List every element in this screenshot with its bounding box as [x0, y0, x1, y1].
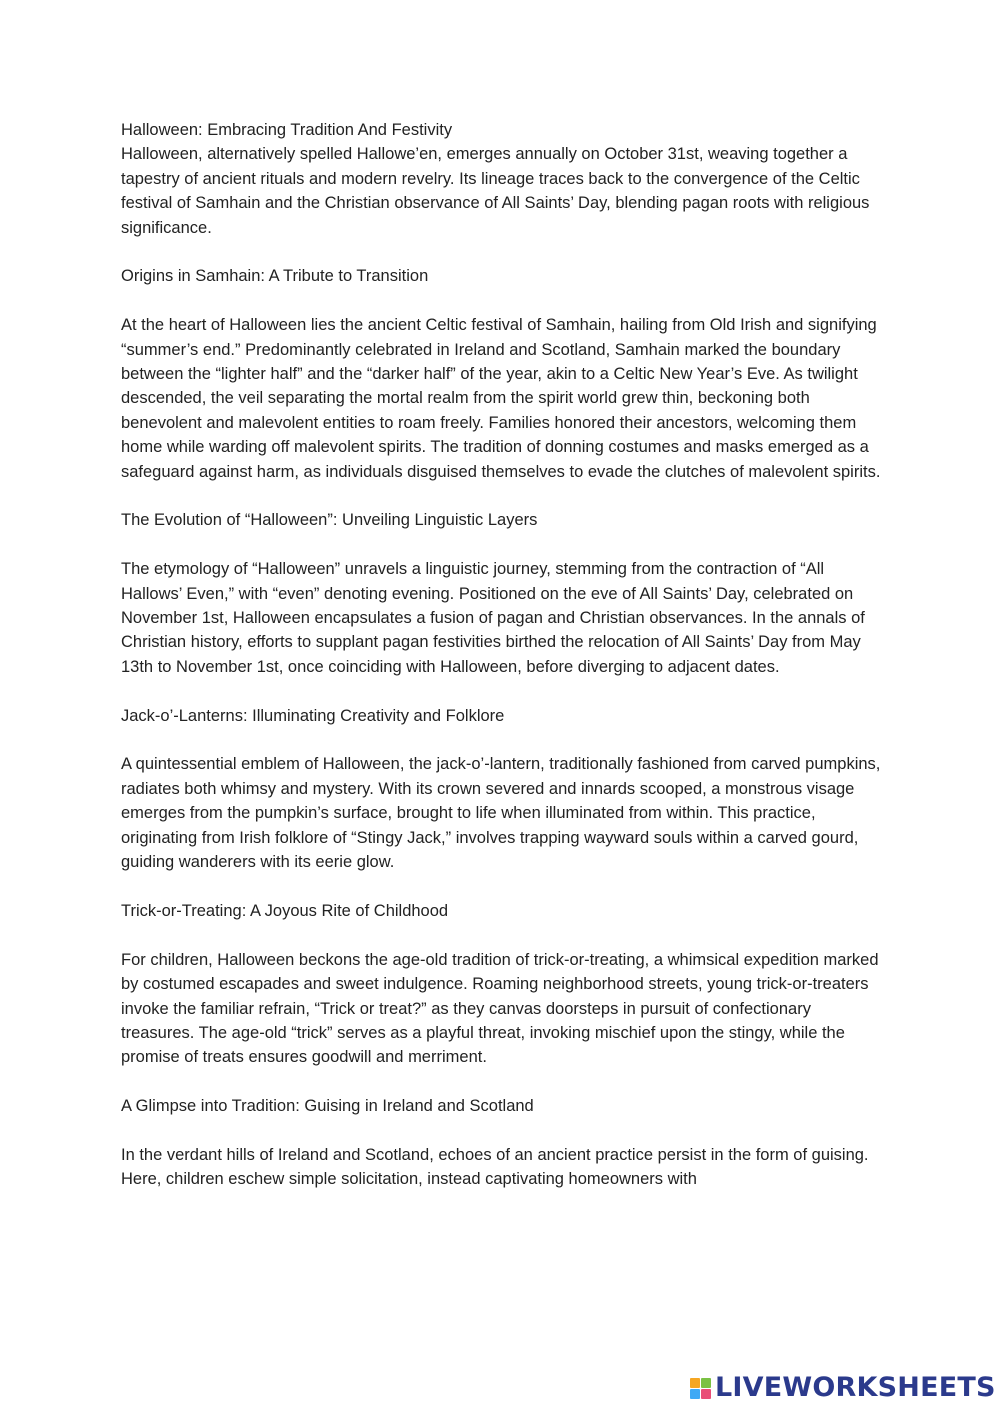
- logo-square-icon: [701, 1378, 711, 1388]
- intro-paragraph: Halloween, alternatively spelled Hallowe’en, emerges annually on October 31st, weaving together a tapestry of ancient rituals and modern revelry. Its lineage traces back to the convergence of the Celtic festival of Samhain and the Christian observance of All Saints’ Day, blending pagan roots with religious significance.: [121, 145, 870, 237]
- section-heading: A Glimpse into Tradition: Guising in Ireland and Scotland: [121, 1097, 534, 1116]
- logo-square-icon: [701, 1389, 711, 1399]
- logo-mark-icon: [690, 1378, 711, 1399]
- section-heading: The Evolution of “Halloween”: Unveiling Linguistic Layers: [121, 511, 538, 530]
- document-title: Halloween: Embracing Tradition And Festivity: [121, 121, 453, 139]
- section-heading: Trick-or-Treating: A Joyous Rite of Childhood: [121, 901, 449, 920]
- section-body: For children, Halloween beckons the age-old tradition of trick-or-treating, a whimsical expedition marked by costumed escapades and sweet indulgence. Roaming neighborhood streets, young trick-or-treaters invoke the familiar refrain, “Trick or treat?” as they canvas doorsteps in pursuit of confectionary treasures. The age-old “trick” serves as a playful threat, invoking mischief upon the stingy, while the promise of treats ensures goodwill and merriment.: [121, 950, 879, 1067]
- logo-square-icon: [690, 1389, 700, 1399]
- logo-text: LIVEWORKSHEETS: [715, 1372, 996, 1403]
- liveworksheets-logo[interactable]: [690, 1372, 996, 1404]
- section-heading: Jack-o’-Lanterns: Illuminating Creativity and Folklore: [121, 706, 505, 725]
- section-heading: Origins in Samhain: A Tribute to Transition: [121, 267, 429, 286]
- section-body: In the verdant hills of Ireland and Scotland, echoes of an ancient practice persist in the form of guising. Here, children eschew simple solicitation, instead captivating homeowners with: [121, 1145, 869, 1189]
- worksheet-page: [121, 118, 881, 1192]
- logo-square-icon: [690, 1378, 700, 1388]
- section-body: At the heart of Halloween lies the ancient Celtic festival of Samhain, hailing from Old Irish and signifying “summer’s end.” Predominantly celebrated in Ireland and Scotland, Samhain marked the boundary between the “lighter half” and the “darker half” of the year, akin to a Celtic New Year’s Eve. As twilight descended, the veil separating the mortal realm from the spirit world grew thin, beckoning both benevolent and malevolent entities to roam freely. Families honored their ancestors, welcoming them home while warding off malevolent spirits. The tradition of donning costumes and masks emerged as a safeguard against harm, as individuals disguised themselves to evade the clutches of malevolent spirits.: [121, 316, 881, 481]
- section-body: A quintessential emblem of Halloween, the jack-o’-lantern, traditionally fashioned from carved pumpkins, radiates both whimsy and mystery. With its crown severed and innards scooped, a monstrous visage emerges from the pumpkin’s surface, brought to life when illuminated from within. This practice, originating from Irish folklore of “Stingy Jack,” involves trapping wayward souls within a carved gourd, guiding wanderers with its eerie glow.: [121, 755, 881, 872]
- section-body: The etymology of “Halloween” unravels a linguistic journey, stemming from the contraction of “All Hallows’ Even,” with “even” denoting evening. Positioned on the eve of All Saints’ Day, celebrated on November 1st, Halloween encapsulates a fusion of pagan and Christian observances. In the annals of Christian history, efforts to supplant pagan festivities birthed the relocation of All Saints’ Day from May 13th to November 1st, once coinciding with Halloween, before diverging to adjacent dates.: [121, 560, 865, 676]
